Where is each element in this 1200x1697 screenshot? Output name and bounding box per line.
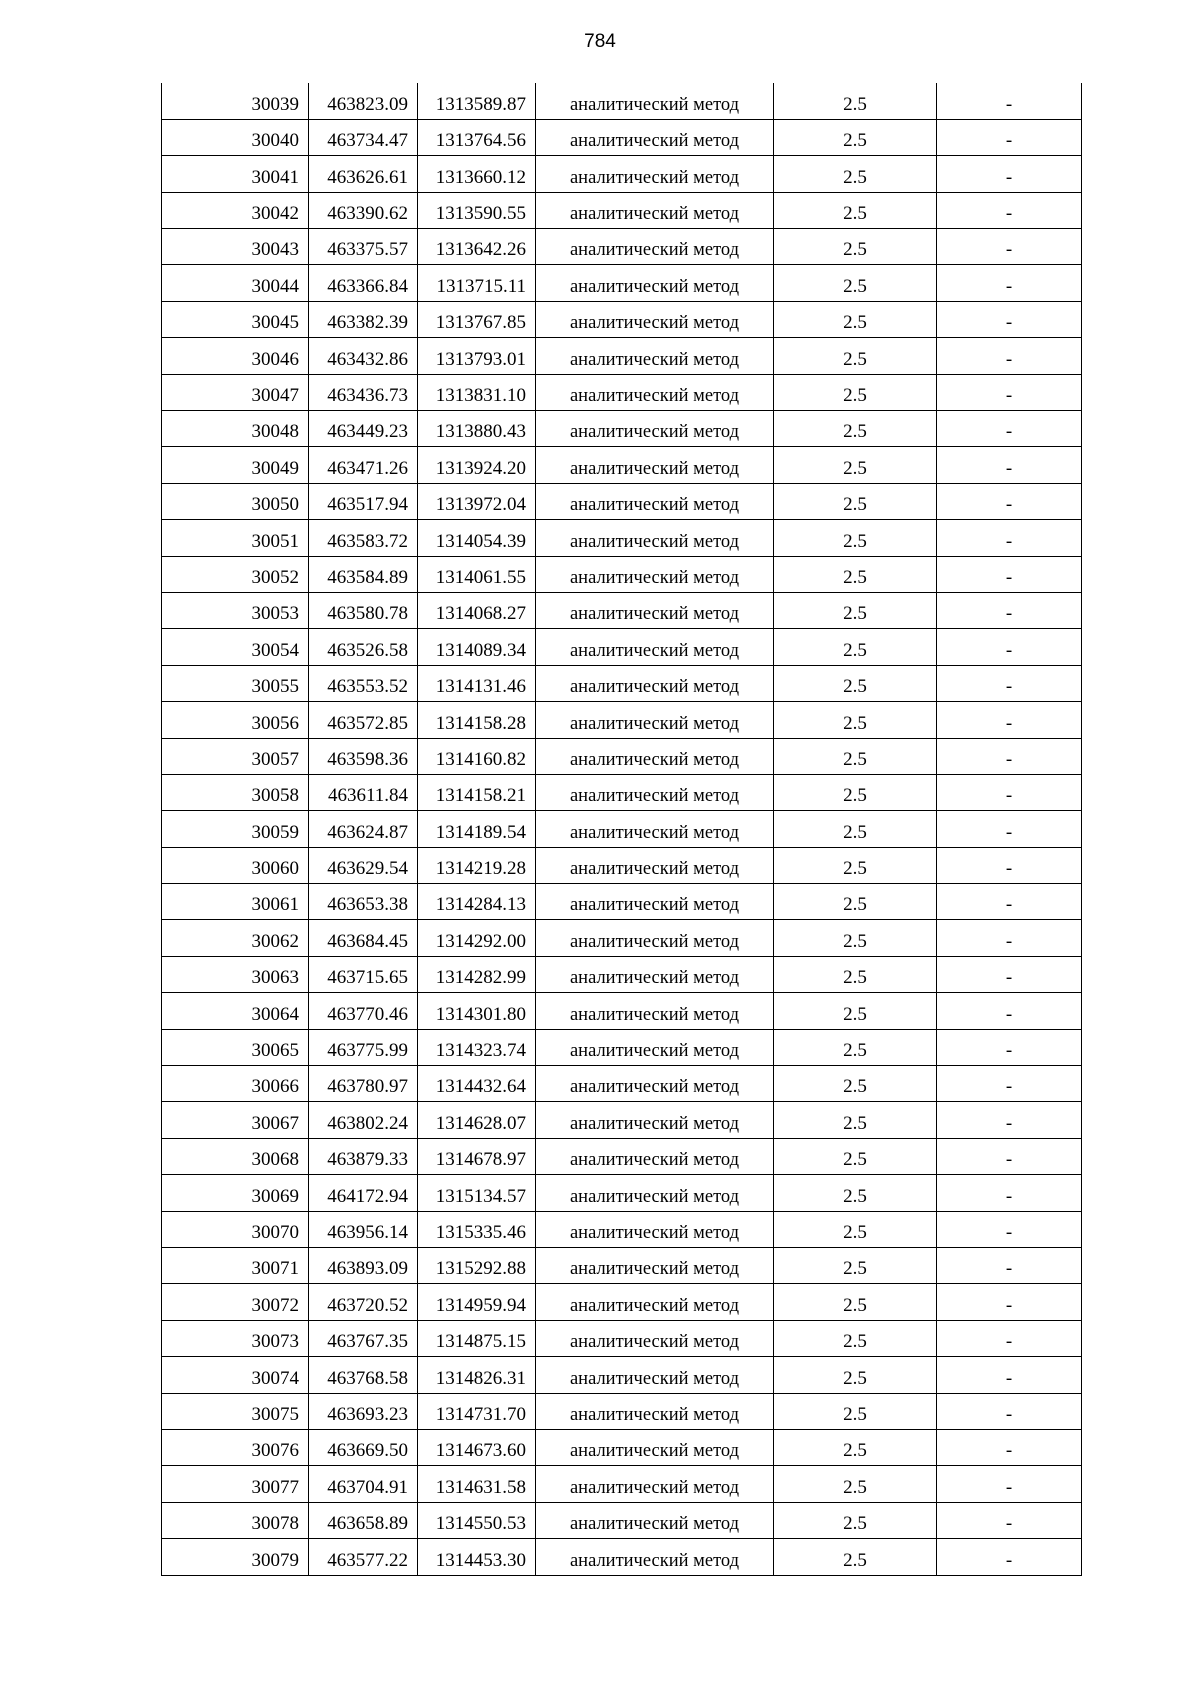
x-coordinate-cell: 463802.24 — [309, 1102, 418, 1138]
x-coordinate-cell: 463583.72 — [309, 520, 418, 556]
accuracy-cell: 2.5 — [774, 920, 937, 956]
method-cell: аналитический метод — [536, 1466, 774, 1502]
y-coordinate-cell: 1314959.94 — [418, 1284, 536, 1320]
x-coordinate-cell: 463526.58 — [309, 629, 418, 665]
y-coordinate-cell: 1314550.53 — [418, 1502, 536, 1538]
point-number-cell: 30074 — [162, 1357, 309, 1393]
method-cell: аналитический метод — [536, 1357, 774, 1393]
accuracy-cell: 2.5 — [774, 265, 937, 301]
accuracy-cell: 2.5 — [774, 774, 937, 810]
method-cell: аналитический метод — [536, 1502, 774, 1538]
table-row — [162, 1066, 1082, 1102]
x-coordinate-cell: 463584.89 — [309, 556, 418, 592]
x-coordinate-cell: 463768.58 — [309, 1357, 418, 1393]
point-number-cell: 30040 — [162, 119, 309, 155]
y-coordinate-cell: 1315134.57 — [418, 1175, 536, 1211]
accuracy-cell: 2.5 — [774, 738, 937, 774]
x-coordinate-cell: 463823.09 — [309, 83, 418, 119]
x-coordinate-cell: 463432.86 — [309, 338, 418, 374]
x-coordinate-cell: 463684.45 — [309, 920, 418, 956]
note-cell: - — [937, 1429, 1082, 1465]
table-row — [162, 592, 1082, 628]
y-coordinate-cell: 1314189.54 — [418, 811, 536, 847]
point-number-cell: 30062 — [162, 920, 309, 956]
table-row — [162, 156, 1082, 192]
y-coordinate-cell: 1314826.31 — [418, 1357, 536, 1393]
table-row — [162, 192, 1082, 228]
method-cell: аналитический метод — [536, 702, 774, 738]
note-cell: - — [937, 1138, 1082, 1174]
note-cell: - — [937, 629, 1082, 665]
accuracy-cell: 2.5 — [774, 1466, 937, 1502]
x-coordinate-cell: 464172.94 — [309, 1175, 418, 1211]
x-coordinate-cell: 463780.97 — [309, 1066, 418, 1102]
x-coordinate-cell: 463693.23 — [309, 1393, 418, 1429]
method-cell: аналитический метод — [536, 956, 774, 992]
point-number-cell: 30059 — [162, 811, 309, 847]
accuracy-cell: 2.5 — [774, 192, 937, 228]
accuracy-cell: 2.5 — [774, 629, 937, 665]
table-row — [162, 811, 1082, 847]
method-cell: аналитический метод — [536, 483, 774, 519]
x-coordinate-cell: 463653.38 — [309, 884, 418, 920]
table-row — [162, 629, 1082, 665]
y-coordinate-cell: 1313589.87 — [418, 83, 536, 119]
x-coordinate-cell: 463669.50 — [309, 1429, 418, 1465]
point-number-cell: 30043 — [162, 229, 309, 265]
table-row — [162, 338, 1082, 374]
note-cell: - — [937, 192, 1082, 228]
point-number-cell: 30072 — [162, 1284, 309, 1320]
method-cell: аналитический метод — [536, 556, 774, 592]
point-number-cell: 30068 — [162, 1138, 309, 1174]
point-number-cell: 30067 — [162, 1102, 309, 1138]
note-cell: - — [937, 556, 1082, 592]
accuracy-cell: 2.5 — [774, 847, 937, 883]
method-cell: аналитический метод — [536, 1539, 774, 1575]
point-number-cell: 30042 — [162, 192, 309, 228]
note-cell: - — [937, 301, 1082, 337]
note-cell: - — [937, 520, 1082, 556]
note-cell: - — [937, 884, 1082, 920]
table-row — [162, 847, 1082, 883]
accuracy-cell: 2.5 — [774, 1320, 937, 1356]
accuracy-cell: 2.5 — [774, 1357, 937, 1393]
table-row — [162, 738, 1082, 774]
table-row — [162, 556, 1082, 592]
point-number-cell: 30044 — [162, 265, 309, 301]
point-number-cell: 30058 — [162, 774, 309, 810]
accuracy-cell: 2.5 — [774, 447, 937, 483]
table-row — [162, 1393, 1082, 1429]
table-row — [162, 301, 1082, 337]
x-coordinate-cell: 463658.89 — [309, 1502, 418, 1538]
y-coordinate-cell: 1313924.20 — [418, 447, 536, 483]
method-cell: аналитический метод — [536, 447, 774, 483]
table-row — [162, 83, 1082, 119]
table-row — [162, 1539, 1082, 1575]
accuracy-cell: 2.5 — [774, 1502, 937, 1538]
point-number-cell: 30064 — [162, 993, 309, 1029]
accuracy-cell: 2.5 — [774, 1393, 937, 1429]
method-cell: аналитический метод — [536, 374, 774, 410]
point-number-cell: 30061 — [162, 884, 309, 920]
point-number-cell: 30048 — [162, 411, 309, 447]
point-number-cell: 30047 — [162, 374, 309, 410]
note-cell: - — [937, 1320, 1082, 1356]
y-coordinate-cell: 1314160.82 — [418, 738, 536, 774]
table-row — [162, 1320, 1082, 1356]
y-coordinate-cell: 1314158.28 — [418, 702, 536, 738]
table-row — [162, 956, 1082, 992]
note-cell: - — [937, 119, 1082, 155]
note-cell: - — [937, 1357, 1082, 1393]
note-cell: - — [937, 774, 1082, 810]
y-coordinate-cell: 1314219.28 — [418, 847, 536, 883]
method-cell: аналитический метод — [536, 1066, 774, 1102]
table-row — [162, 884, 1082, 920]
point-number-cell: 30055 — [162, 665, 309, 701]
method-cell: аналитический метод — [536, 301, 774, 337]
y-coordinate-cell: 1314323.74 — [418, 1029, 536, 1065]
note-cell: - — [937, 83, 1082, 119]
accuracy-cell: 2.5 — [774, 83, 937, 119]
note-cell: - — [937, 1175, 1082, 1211]
method-cell: аналитический метод — [536, 993, 774, 1029]
accuracy-cell: 2.5 — [774, 156, 937, 192]
note-cell: - — [937, 993, 1082, 1029]
method-cell: аналитический метод — [536, 665, 774, 701]
note-cell: - — [937, 229, 1082, 265]
y-coordinate-cell: 1313880.43 — [418, 411, 536, 447]
point-number-cell: 30050 — [162, 483, 309, 519]
accuracy-cell: 2.5 — [774, 1211, 937, 1247]
note-cell: - — [937, 1066, 1082, 1102]
x-coordinate-cell: 463767.35 — [309, 1320, 418, 1356]
method-cell: аналитический метод — [536, 738, 774, 774]
y-coordinate-cell: 1315292.88 — [418, 1248, 536, 1284]
note-cell: - — [937, 1393, 1082, 1429]
method-cell: аналитический метод — [536, 1320, 774, 1356]
x-coordinate-cell: 463449.23 — [309, 411, 418, 447]
y-coordinate-cell: 1313767.85 — [418, 301, 536, 337]
table-row — [162, 993, 1082, 1029]
accuracy-cell: 2.5 — [774, 1066, 937, 1102]
accuracy-cell: 2.5 — [774, 301, 937, 337]
method-cell: аналитический метод — [536, 156, 774, 192]
method-cell: аналитический метод — [536, 1138, 774, 1174]
method-cell: аналитический метод — [536, 83, 774, 119]
point-number-cell: 30066 — [162, 1066, 309, 1102]
method-cell: аналитический метод — [536, 265, 774, 301]
x-coordinate-cell: 463598.36 — [309, 738, 418, 774]
accuracy-cell: 2.5 — [774, 884, 937, 920]
table-row — [162, 374, 1082, 410]
x-coordinate-cell: 463382.39 — [309, 301, 418, 337]
table-row — [162, 1138, 1082, 1174]
point-number-cell: 30057 — [162, 738, 309, 774]
accuracy-cell: 2.5 — [774, 1102, 937, 1138]
x-coordinate-cell: 463626.61 — [309, 156, 418, 192]
note-cell: - — [937, 483, 1082, 519]
method-cell: аналитический метод — [536, 1175, 774, 1211]
y-coordinate-cell: 1314131.46 — [418, 665, 536, 701]
table-row — [162, 1211, 1082, 1247]
note-cell: - — [937, 374, 1082, 410]
method-cell: аналитический метод — [536, 1429, 774, 1465]
point-number-cell: 30052 — [162, 556, 309, 592]
x-coordinate-cell: 463624.87 — [309, 811, 418, 847]
y-coordinate-cell: 1314301.80 — [418, 993, 536, 1029]
table-row — [162, 920, 1082, 956]
x-coordinate-cell: 463629.54 — [309, 847, 418, 883]
method-cell: аналитический метод — [536, 192, 774, 228]
x-coordinate-cell: 463553.52 — [309, 665, 418, 701]
y-coordinate-cell: 1314292.00 — [418, 920, 536, 956]
note-cell: - — [937, 920, 1082, 956]
note-cell: - — [937, 1211, 1082, 1247]
note-cell: - — [937, 447, 1082, 483]
note-cell: - — [937, 1284, 1082, 1320]
point-number-cell: 30045 — [162, 301, 309, 337]
method-cell: аналитический метод — [536, 229, 774, 265]
method-cell: аналитический метод — [536, 1393, 774, 1429]
x-coordinate-cell: 463879.33 — [309, 1138, 418, 1174]
accuracy-cell: 2.5 — [774, 411, 937, 447]
x-coordinate-cell: 463734.47 — [309, 119, 418, 155]
accuracy-cell: 2.5 — [774, 956, 937, 992]
note-cell: - — [937, 1102, 1082, 1138]
x-coordinate-cell: 463572.85 — [309, 702, 418, 738]
method-cell: аналитический метод — [536, 629, 774, 665]
y-coordinate-cell: 1314673.60 — [418, 1429, 536, 1465]
accuracy-cell: 2.5 — [774, 556, 937, 592]
method-cell: аналитический метод — [536, 592, 774, 628]
note-cell: - — [937, 665, 1082, 701]
x-coordinate-cell: 463775.99 — [309, 1029, 418, 1065]
x-coordinate-cell: 463704.91 — [309, 1466, 418, 1502]
note-cell: - — [937, 265, 1082, 301]
table-row — [162, 1102, 1082, 1138]
accuracy-cell: 2.5 — [774, 811, 937, 847]
table-row — [162, 447, 1082, 483]
point-number-cell: 30063 — [162, 956, 309, 992]
accuracy-cell: 2.5 — [774, 1284, 937, 1320]
y-coordinate-cell: 1314284.13 — [418, 884, 536, 920]
note-cell: - — [937, 1502, 1082, 1538]
y-coordinate-cell: 1314678.97 — [418, 1138, 536, 1174]
note-cell: - — [937, 811, 1082, 847]
method-cell: аналитический метод — [536, 338, 774, 374]
accuracy-cell: 2.5 — [774, 993, 937, 1029]
point-number-cell: 30073 — [162, 1320, 309, 1356]
y-coordinate-cell: 1314453.30 — [418, 1539, 536, 1575]
point-number-cell: 30071 — [162, 1248, 309, 1284]
point-number-cell: 30041 — [162, 156, 309, 192]
point-number-cell: 30046 — [162, 338, 309, 374]
x-coordinate-cell: 463956.14 — [309, 1211, 418, 1247]
accuracy-cell: 2.5 — [774, 592, 937, 628]
y-coordinate-cell: 1313764.56 — [418, 119, 536, 155]
note-cell: - — [937, 1029, 1082, 1065]
x-coordinate-cell: 463720.52 — [309, 1284, 418, 1320]
table-row — [162, 1429, 1082, 1465]
accuracy-cell: 2.5 — [774, 483, 937, 519]
note-cell: - — [937, 847, 1082, 883]
x-coordinate-cell: 463715.65 — [309, 956, 418, 992]
note-cell: - — [937, 956, 1082, 992]
x-coordinate-cell: 463471.26 — [309, 447, 418, 483]
point-number-cell: 30069 — [162, 1175, 309, 1211]
accuracy-cell: 2.5 — [774, 1175, 937, 1211]
y-coordinate-cell: 1313831.10 — [418, 374, 536, 410]
note-cell: - — [937, 1539, 1082, 1575]
table-row — [162, 265, 1082, 301]
table-row — [162, 411, 1082, 447]
accuracy-cell: 2.5 — [774, 338, 937, 374]
point-number-cell: 30049 — [162, 447, 309, 483]
note-cell: - — [937, 592, 1082, 628]
x-coordinate-cell: 463436.73 — [309, 374, 418, 410]
x-coordinate-cell: 463770.46 — [309, 993, 418, 1029]
y-coordinate-cell: 1313642.26 — [418, 229, 536, 265]
table-row — [162, 229, 1082, 265]
accuracy-cell: 2.5 — [774, 1539, 937, 1575]
accuracy-cell: 2.5 — [774, 1429, 937, 1465]
accuracy-cell: 2.5 — [774, 1248, 937, 1284]
y-coordinate-cell: 1314089.34 — [418, 629, 536, 665]
method-cell: аналитический метод — [536, 847, 774, 883]
point-number-cell: 30075 — [162, 1393, 309, 1429]
y-coordinate-cell: 1315335.46 — [418, 1211, 536, 1247]
y-coordinate-cell: 1313590.55 — [418, 192, 536, 228]
y-coordinate-cell: 1314432.64 — [418, 1066, 536, 1102]
method-cell: аналитический метод — [536, 1284, 774, 1320]
point-number-cell: 30051 — [162, 520, 309, 556]
point-number-cell: 30070 — [162, 1211, 309, 1247]
accuracy-cell: 2.5 — [774, 119, 937, 155]
coordinates-table — [161, 83, 1082, 1576]
point-number-cell: 30056 — [162, 702, 309, 738]
table-row — [162, 1284, 1082, 1320]
method-cell: аналитический метод — [536, 920, 774, 956]
method-cell: аналитический метод — [536, 1102, 774, 1138]
point-number-cell: 30039 — [162, 83, 309, 119]
y-coordinate-cell: 1314875.15 — [418, 1320, 536, 1356]
x-coordinate-cell: 463893.09 — [309, 1248, 418, 1284]
x-coordinate-cell: 463580.78 — [309, 592, 418, 628]
accuracy-cell: 2.5 — [774, 229, 937, 265]
table-row — [162, 1029, 1082, 1065]
y-coordinate-cell: 1313793.01 — [418, 338, 536, 374]
x-coordinate-cell: 463611.84 — [309, 774, 418, 810]
y-coordinate-cell: 1314061.55 — [418, 556, 536, 592]
table-row — [162, 520, 1082, 556]
x-coordinate-cell: 463375.57 — [309, 229, 418, 265]
accuracy-cell: 2.5 — [774, 702, 937, 738]
table-row — [162, 665, 1082, 701]
y-coordinate-cell: 1314158.21 — [418, 774, 536, 810]
accuracy-cell: 2.5 — [774, 1138, 937, 1174]
y-coordinate-cell: 1314282.99 — [418, 956, 536, 992]
table-row — [162, 119, 1082, 155]
note-cell: - — [937, 702, 1082, 738]
note-cell: - — [937, 156, 1082, 192]
y-coordinate-cell: 1313715.11 — [418, 265, 536, 301]
accuracy-cell: 2.5 — [774, 1029, 937, 1065]
note-cell: - — [937, 1248, 1082, 1284]
table-row — [162, 1357, 1082, 1393]
table-row — [162, 1248, 1082, 1284]
method-cell: аналитический метод — [536, 1211, 774, 1247]
table-row — [162, 702, 1082, 738]
y-coordinate-cell: 1314628.07 — [418, 1102, 536, 1138]
table-row — [162, 483, 1082, 519]
method-cell: аналитический метод — [536, 884, 774, 920]
x-coordinate-cell: 463390.62 — [309, 192, 418, 228]
accuracy-cell: 2.5 — [774, 665, 937, 701]
y-coordinate-cell: 1314054.39 — [418, 520, 536, 556]
x-coordinate-cell: 463366.84 — [309, 265, 418, 301]
note-cell: - — [937, 738, 1082, 774]
x-coordinate-cell: 463577.22 — [309, 1539, 418, 1575]
note-cell: - — [937, 1466, 1082, 1502]
method-cell: аналитический метод — [536, 811, 774, 847]
point-number-cell: 30054 — [162, 629, 309, 665]
method-cell: аналитический метод — [536, 1029, 774, 1065]
point-number-cell: 30053 — [162, 592, 309, 628]
point-number-cell: 30077 — [162, 1466, 309, 1502]
accuracy-cell: 2.5 — [774, 374, 937, 410]
table-row — [162, 1466, 1082, 1502]
table-row — [162, 1175, 1082, 1211]
point-number-cell: 30065 — [162, 1029, 309, 1065]
note-cell: - — [937, 411, 1082, 447]
table-row — [162, 1502, 1082, 1538]
y-coordinate-cell: 1313660.12 — [418, 156, 536, 192]
note-cell: - — [937, 338, 1082, 374]
point-number-cell: 30060 — [162, 847, 309, 883]
method-cell: аналитический метод — [536, 411, 774, 447]
method-cell: аналитический метод — [536, 520, 774, 556]
point-number-cell: 30079 — [162, 1539, 309, 1575]
coordinates-table-body — [162, 83, 1082, 1575]
y-coordinate-cell: 1314068.27 — [418, 592, 536, 628]
table-row — [162, 774, 1082, 810]
y-coordinate-cell: 1314731.70 — [418, 1393, 536, 1429]
method-cell: аналитический метод — [536, 774, 774, 810]
point-number-cell: 30076 — [162, 1429, 309, 1465]
y-coordinate-cell: 1314631.58 — [418, 1466, 536, 1502]
method-cell: аналитический метод — [536, 119, 774, 155]
page-number: 784 — [584, 31, 616, 52]
method-cell: аналитический метод — [536, 1248, 774, 1284]
accuracy-cell: 2.5 — [774, 520, 937, 556]
x-coordinate-cell: 463517.94 — [309, 483, 418, 519]
y-coordinate-cell: 1313972.04 — [418, 483, 536, 519]
point-number-cell: 30078 — [162, 1502, 309, 1538]
